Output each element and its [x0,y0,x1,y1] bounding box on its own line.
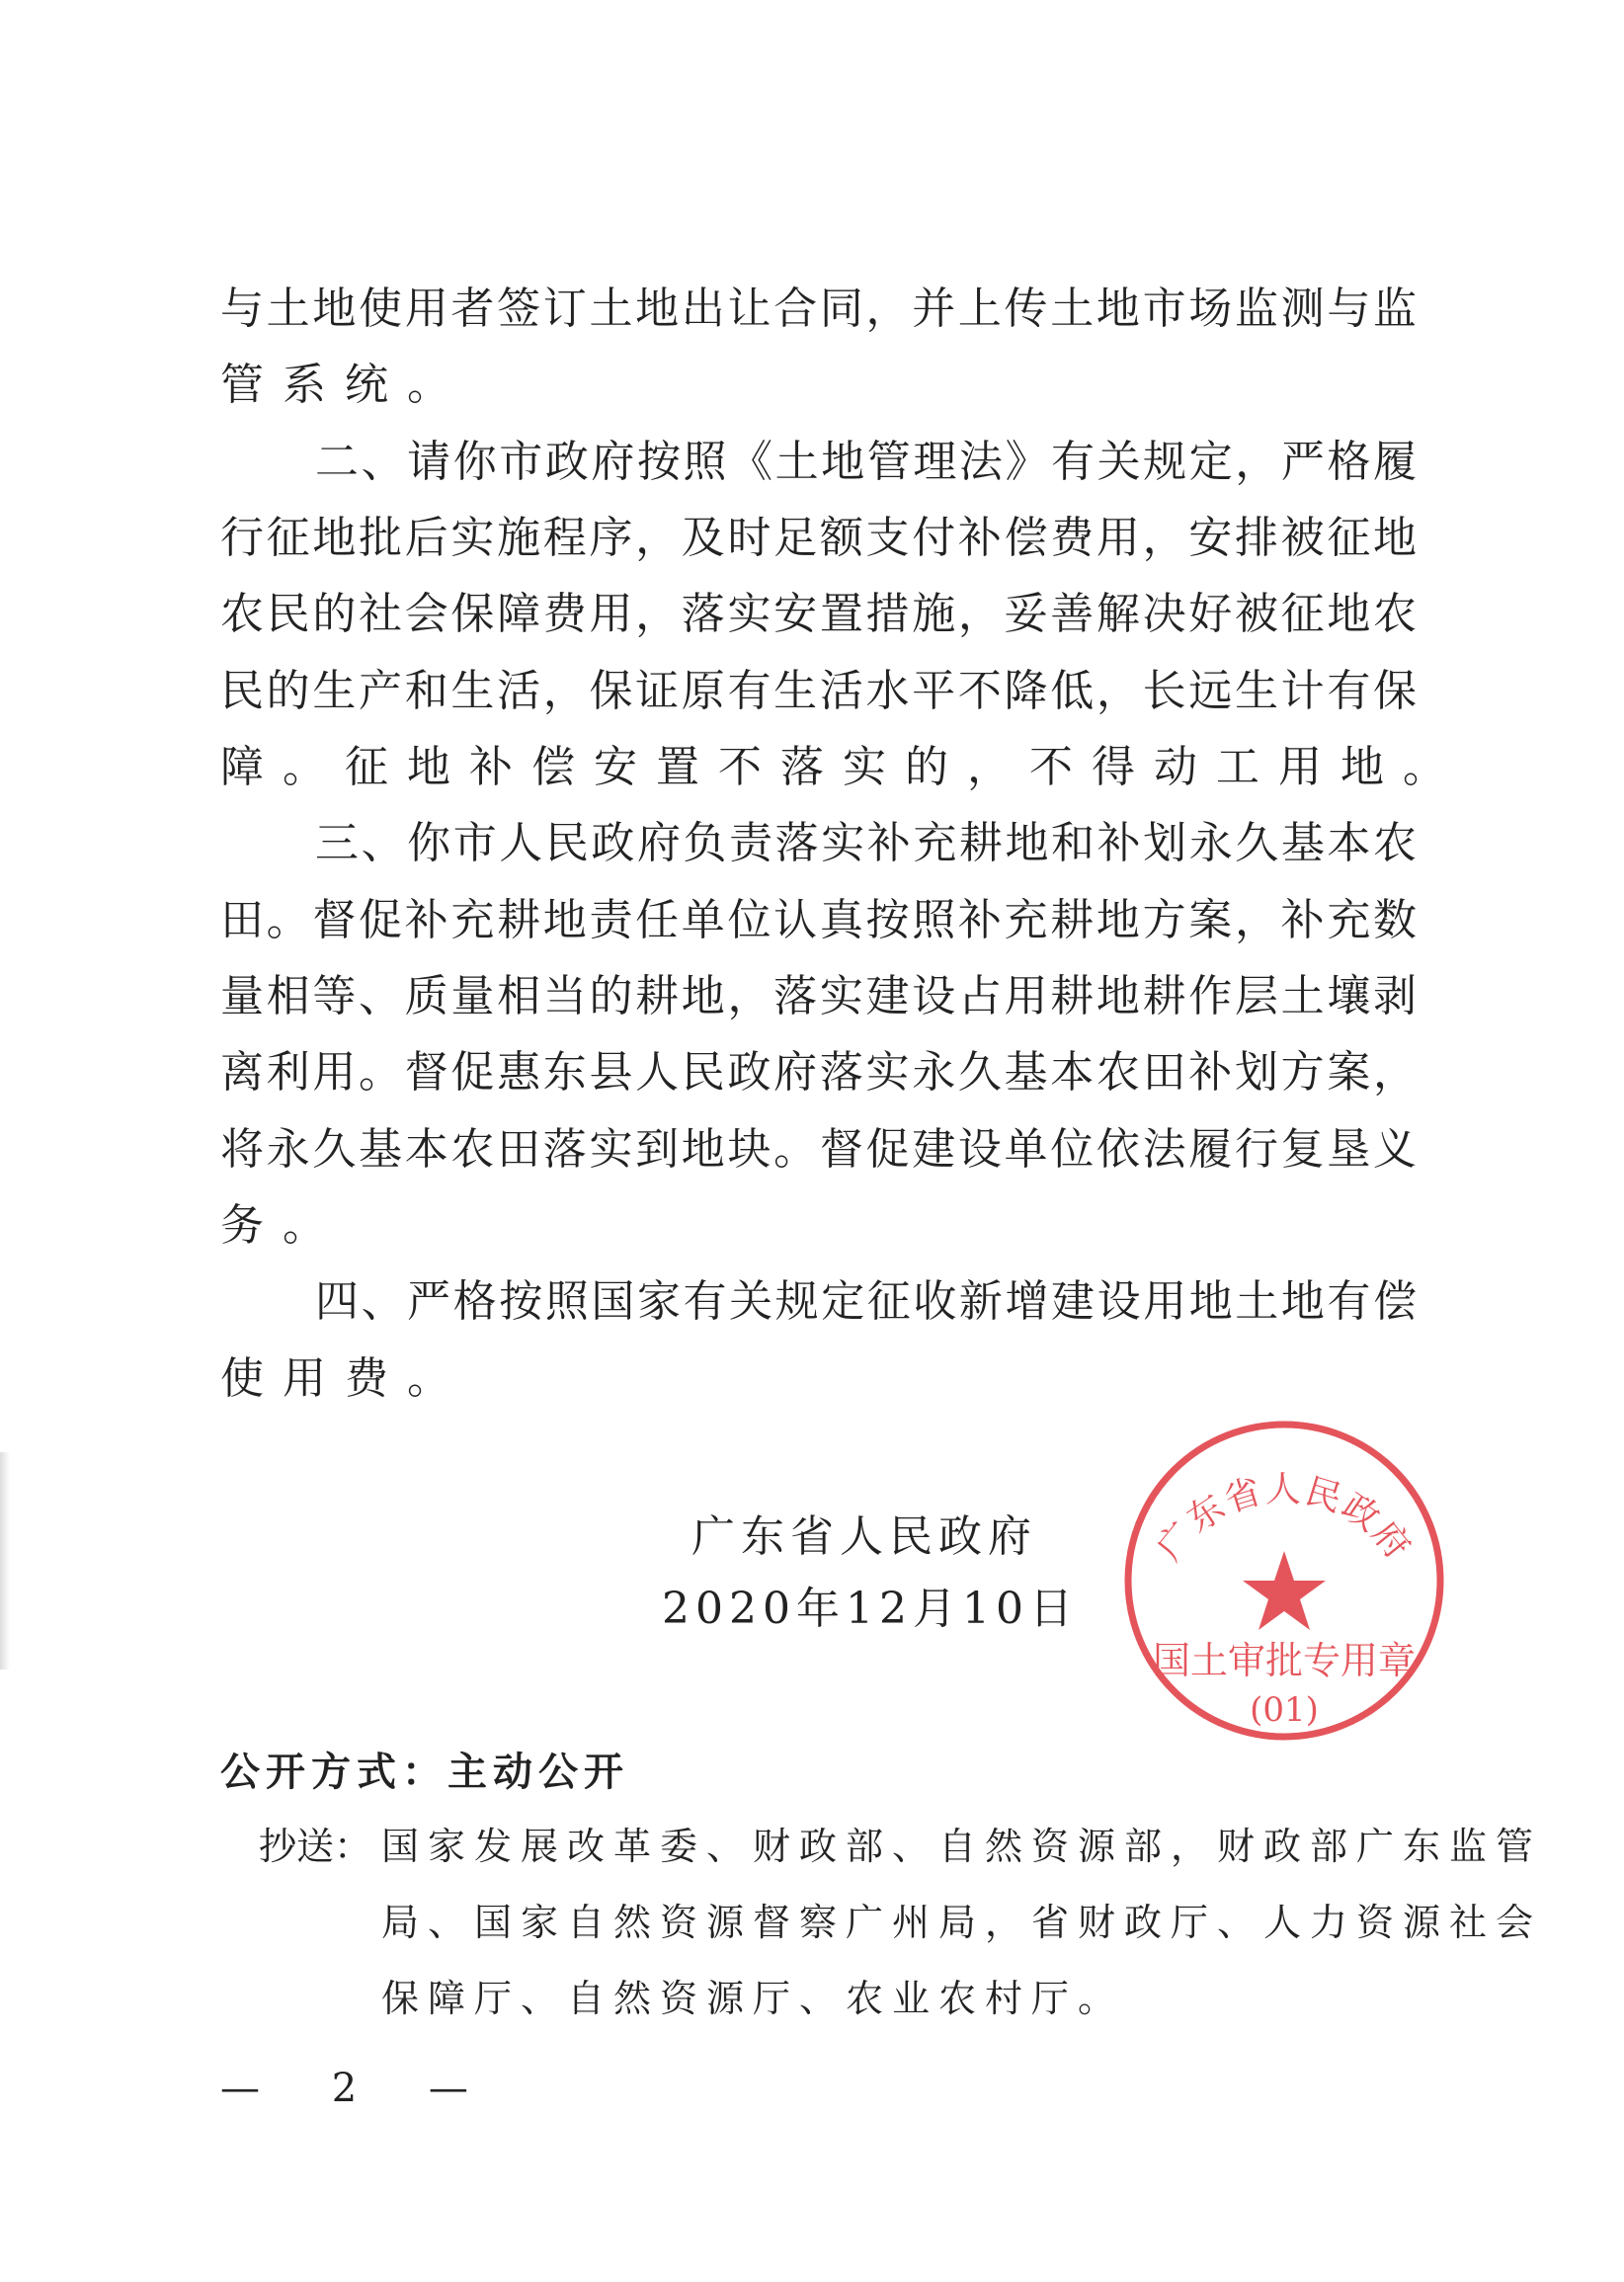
official-seal [1116,1413,1452,1749]
body-line: 将永久基本农田落实到地块。督促建设单位依法履行复垦义 [220,1124,1417,1175]
body-line: 田。督促补充耕地责任单位认真按照补充耕地方案，补充数 [220,895,1417,945]
cc-label: 抄送： [259,1825,372,1868]
body-line: 三、你市人民政府负责落实补充耕地和补划永久基本农 [315,818,1417,868]
cc-line: 局、国家自然资源督察广州局，省财政厅、人力资源社会 [381,1901,1543,1944]
page-number: — 2 — [220,2066,498,2111]
body-line: 民的生产和生活，保证原有生活水平不降低，长远生计有保 [220,666,1417,716]
body-line: 障。征地补偿安置不落实的，不得动工用地。 [220,742,1465,792]
cc-line: 保障厅、自然资源厅、农业农村厅。 [381,1977,1125,2020]
body-line: 使用费。 [220,1353,469,1404]
body-line: 离利用。督促惠东县人民政府落实永久基本农田补划方案， [220,1047,1417,1098]
cc-line: 国家发展改革委、财政部、自然资源部，财政部广东监管 [381,1825,1543,1868]
body-line: 管系统。 [220,360,469,410]
body-line: 二、请你市政府按照《土地管理法》有关规定，严格履 [315,437,1417,487]
body-line: 行征地批后实施程序，及时足额支付补偿费用，安排被征地 [220,513,1417,563]
body-line: 四、严格按照国家有关规定征收新增建设用地土地有偿 [315,1276,1417,1327]
issuer-name: 广东省人民政府 [691,1511,1037,1562]
disclosure-method: 公开方式：主动公开 [220,1750,629,1795]
seal-center-text: 国土审批专用章 [1152,1639,1417,1682]
body-line: 量相等、质量相当的耕地，落实建设占用耕地耕作层土壤剥 [220,971,1417,1021]
seal-number: (01) [1250,1690,1319,1730]
scan-edge-shadow [0,1452,10,1670]
body-line: 农民的社会保障费用，落实安置措施，妥善解决好被征地农 [220,589,1417,639]
seal-top-text: 广东省人民政府 [1149,1469,1420,1569]
issue-date: 2020年12月10日 [662,1584,1079,1634]
body-line: 与土地使用者签订土地出让合同，并上传土地市场监测与监 [220,284,1417,334]
body-line: 务。 [220,1200,345,1251]
seal-star-icon [1243,1551,1326,1630]
